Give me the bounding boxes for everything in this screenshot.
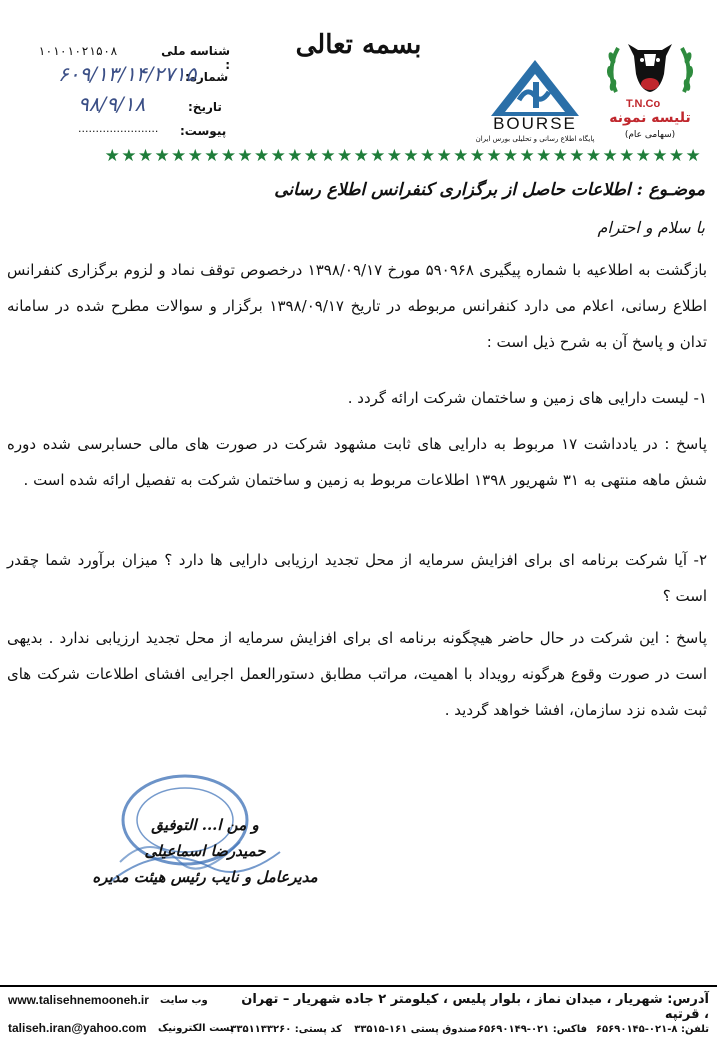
star-divider: ★ ★ ★ ★ ★ ★ ★ ★ ★ ★ ★ ★ ★ ★ ★ ★ ★ ★ ★ ★ ★ ★ ★ ★ ★ ★ ★ ★ ★ ★ ★ ★ ★ ★ ★ ★ [104,146,701,166]
postal-code: کد پستی: ۳۳۵۱۱۳۳۲۶۰ [230,1024,342,1035]
letter-number-value: ۶۰۹/۱۳/۱۴/۲۷۱۵ [58,62,197,86]
signatory-title: مدیرعامل و نایب رئیس هیئت مدیره [92,868,318,886]
bourse-wordmark: BOURSE [493,114,577,133]
body-paragraph-intro: بازگشت به اطلاعیه با شماره پیگیری ۵۹۰۹۶۸ مورخ ۱۳۹۸/۰۹/۱۷ درخصوص توقف نماد و لزوم برگزاری کنفرانس اطلاع رسانی، اعلام می دارد کنفرانس مربوطه در تاریخ ۱۳۹۸/۰۹/۱۷ برگزار و سوالات مطرح شده در سامانه تدان و پاسخ آن به شرح ذیل است : [7,261,708,351]
bourse-triangle-icon [475,58,595,118]
logo-abbrev: T.N.Co [626,98,661,110]
question-2: ۲- آیا شرکت برنامه ای برای افزایش سرمایه از محل تجدید ارزیابی دارایی ها دارد ؟ میزان برآورد شما چقدر است ؟ [7,551,707,605]
greeting: با سلام و احترام [597,218,705,237]
answer-1: پاسخ : در یادداشت ۱۷ مربوط به دارایی های ثابت مشهود شرکت در صورت های مالی حسابرسی شده دوره شش ماهه منتهی به ۳۱ شهریور ۱۳۹۸ اطلاعات مربوط به زمین و ساختمان شرکت به تفصیل ارائه شده است . [7,435,707,489]
national-id-label: شناسه ملی : [161,44,230,72]
answer-2: پاسخ : این شرکت در حال حاضر هیچگونه برنامه ای برای افزایش سرمایه از محل تجدید ارزیابی ندارد . بدیهی است در صورت وقوع هرگونه رویداد با اهمیت، مراتب مطابق دستورالعمل اجرایی افشای اطلاعات شرکت های ثبت شده نزد سازمان، افشا خواهد گردید . [7,629,707,719]
company-logo [604,30,696,150]
letter-subject: موضـوع : اطلاعات حاصل از برگزاری کنفرانس اطلاع رسانی [274,180,705,200]
date-label: تاریخ: [188,100,222,114]
invocation-heading: بسمه تعالی [295,30,422,60]
signature-closing: و من ا... التوفیق [151,816,259,834]
website-label: وب سایت [160,995,208,1006]
letter-number-label: شماره: [185,70,229,84]
logo-name: تلیسه نمونه [609,110,691,126]
question-1: ۱- لیست دارایی های زمین و ساختمان شرکت ارائه گردد . [347,389,707,407]
meta-block [30,42,230,138]
signatory-name: حمیدرضا اسماعیلی [144,842,266,860]
attachment-value: ....................... [78,122,159,135]
national-id-value: ۱۰۱۰۱۰۲۱۵۰۸ [38,44,118,58]
website-link[interactable]: www.talisehnemooneh.ir [8,993,149,1007]
signature-block [80,812,330,890]
po-box: صندوق پستی ۱۶۱-۳۳۵۱۵ [354,1024,477,1035]
logo-type: (سهامی عام) [624,130,676,140]
bourse-logo [475,58,595,148]
phone: تلفن: ۸-۰۲۱-۶۵۶۹۰۱۴۵ [595,1024,709,1035]
footer-divider [0,985,717,987]
cow-logo-icon [604,30,696,106]
bourse-caption: پایگاه اطلاع رسانی و تحلیلی بورس ایران [475,135,595,143]
email-label: پست الکترونیک [158,1023,234,1034]
attachment-label: پیوست: [180,124,227,138]
address: آدرس: شهریار ، میدان نماز ، بلوار پلیس ، کیلومتر ۲ جاده شهریار – تهران ، قرتپه [241,992,709,1022]
email-link[interactable]: taliseh.iran@yahoo.com [8,1021,147,1035]
fax: فاکس: ۰۲۱-۶۵۶۹۰۱۴۹ [477,1024,587,1035]
date-value: ۹۸/۹/۱۸ [78,92,146,116]
